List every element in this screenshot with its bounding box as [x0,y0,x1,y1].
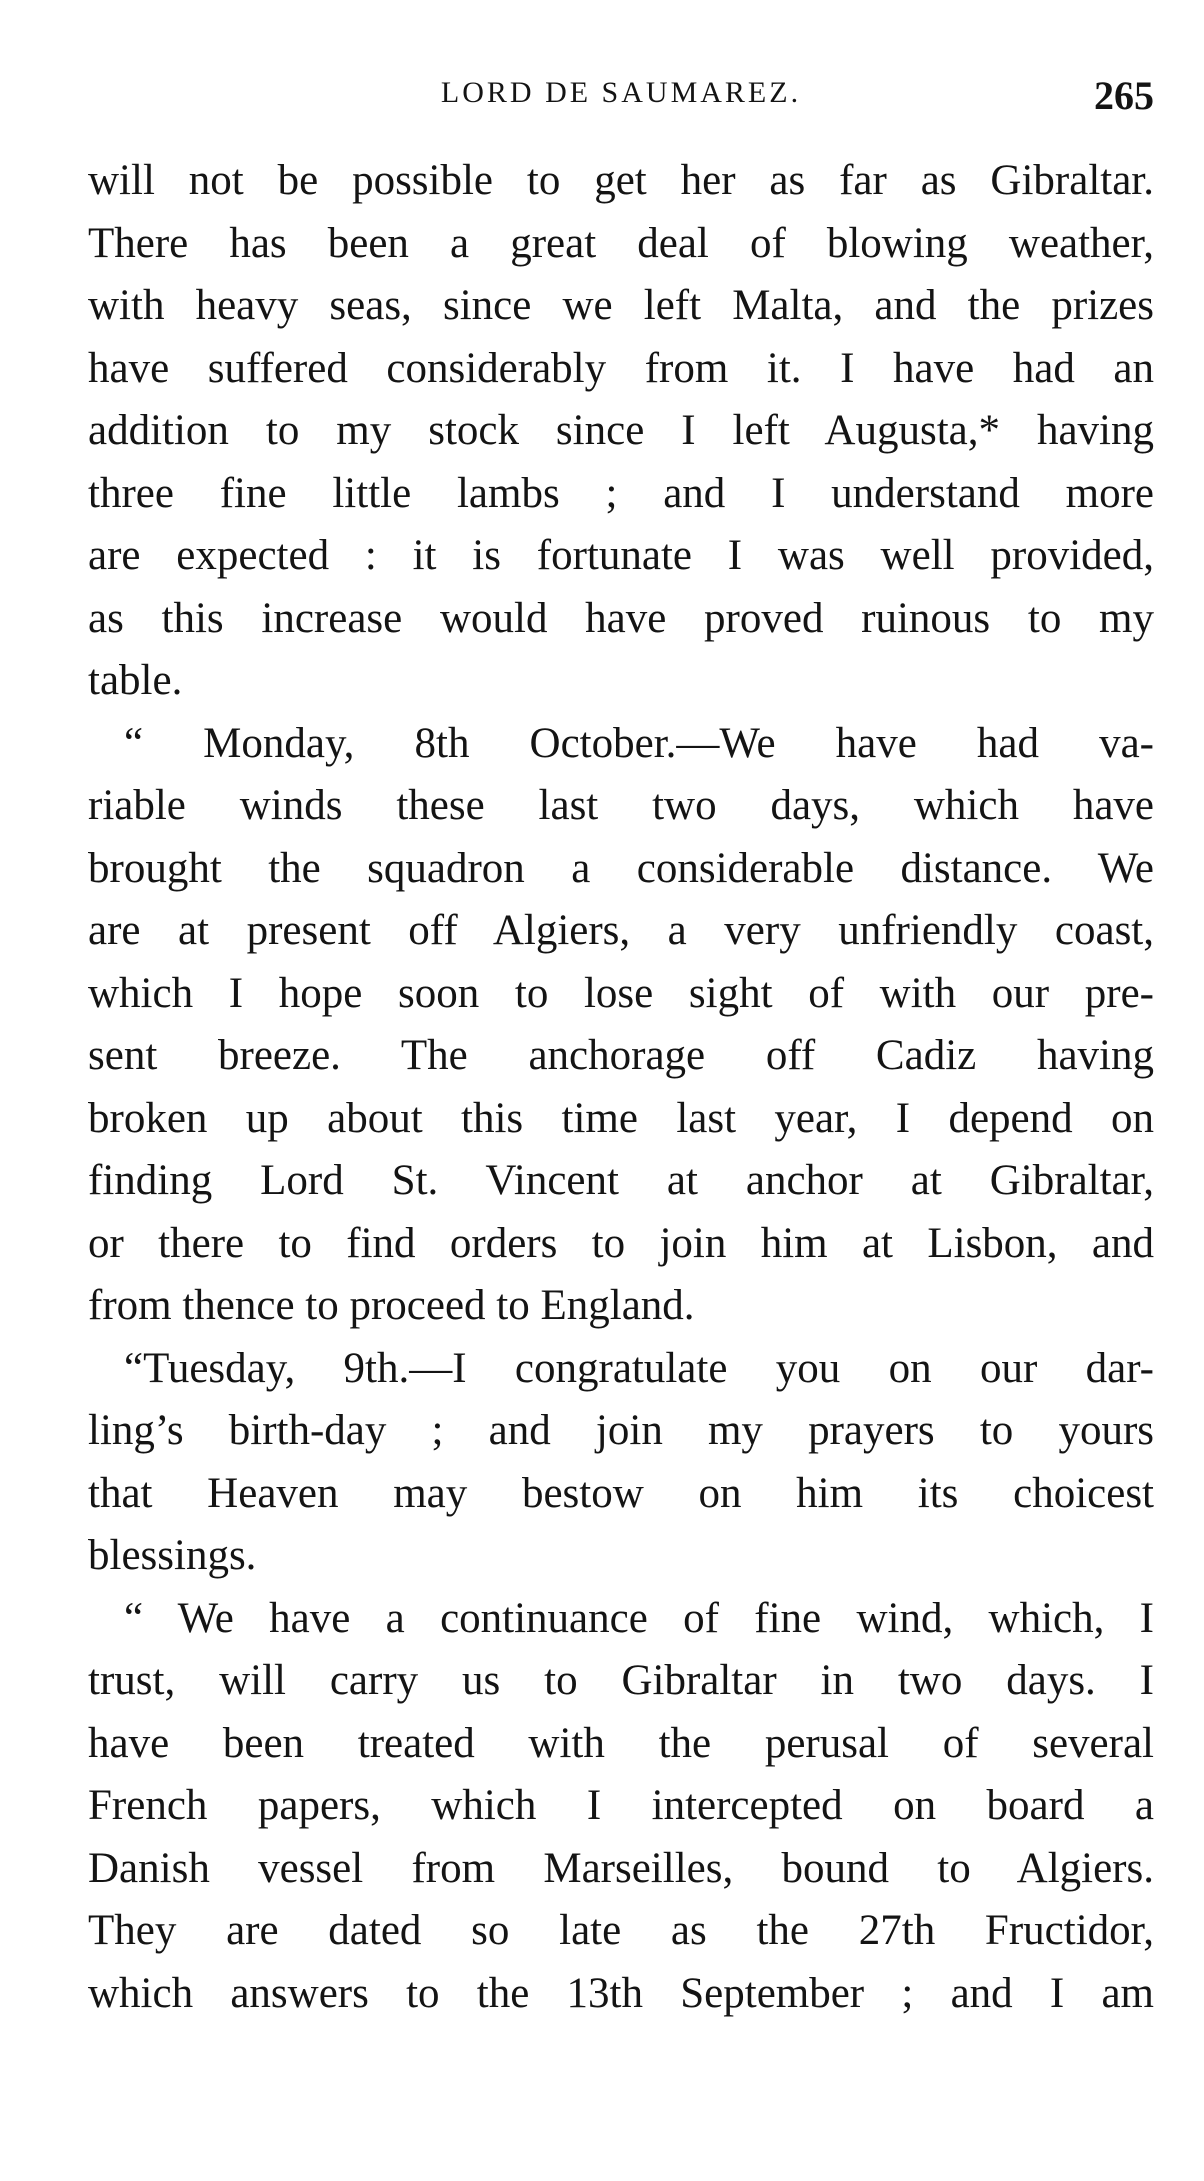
text-line: “ Monday, 8th October.—We have had va- [124,719,1154,767]
text-line: They are dated so late as the 27th Fructidor, [88,1907,1154,1954]
text-line: finding Lord St. Vincent at anchor at Gibraltar, [88,1157,1154,1204]
text-line: trust, will carry us to Gibraltar in two days. I [88,1657,1154,1704]
text-line: have suffered considerably from it. I have had an [88,344,1154,392]
body-text [88,150,1154,2025]
text-line: three fine little lambs ; and I understand more [88,469,1154,517]
text-line: addition to my stock since I left Augusta,* having [88,407,1154,454]
text-line: French papers, which I intercepted on board a [88,1782,1154,1829]
page-number: 265 [1094,73,1154,118]
text-line: or there to find orders to join him at Lisbon, and [88,1219,1154,1267]
text-line: which I hope soon to lose sight of with our pre- [88,969,1154,1017]
text-line: have been treated with the perusal of several [88,1719,1154,1767]
text-line: are expected : it is fortunate I was well provided, [88,532,1154,579]
text-line: broken up about this time last year, I depend on [88,1094,1154,1142]
text-line: from thence to proceed to England. [88,1282,695,1329]
text-line: Danish vessel from Marseilles, bound to Algiers. [88,1844,1154,1892]
running-head [88,72,1154,132]
text-line: brought the squadron a considerable distance. We [88,844,1154,892]
text-line: “Tuesday, 9th.—I congratulate you on our dar- [124,1344,1154,1392]
text-line: with heavy seas, since we left Malta, and the prizes [88,282,1154,329]
text-line: as this increase would have proved ruinous to my [88,594,1154,642]
text-line: table. [88,657,183,704]
text-line: blessings. [88,1532,257,1579]
text-line: “ We have a continuance of fine wind, which, I [124,1594,1154,1642]
text-line: ling’s birth-day ; and join my prayers to yours [88,1407,1154,1454]
text-line: riable winds these last two days, which have [88,782,1154,829]
text-line: that Heaven may bestow on him its choicest [88,1469,1154,1517]
text-line: are at present off Algiers, a very unfriendly coast, [88,907,1154,954]
text-line: There has been a great deal of blowing weather, [88,219,1154,267]
text-line: sent breeze. The anchorage off Cadiz having [88,1032,1154,1079]
text-line: which answers to the 13th September ; and I am [88,1969,1154,2017]
text-line: will not be possible to get her as far as Gibraltar. [88,157,1154,204]
running-title: LORD DE SAUMAREZ. [440,76,802,109]
